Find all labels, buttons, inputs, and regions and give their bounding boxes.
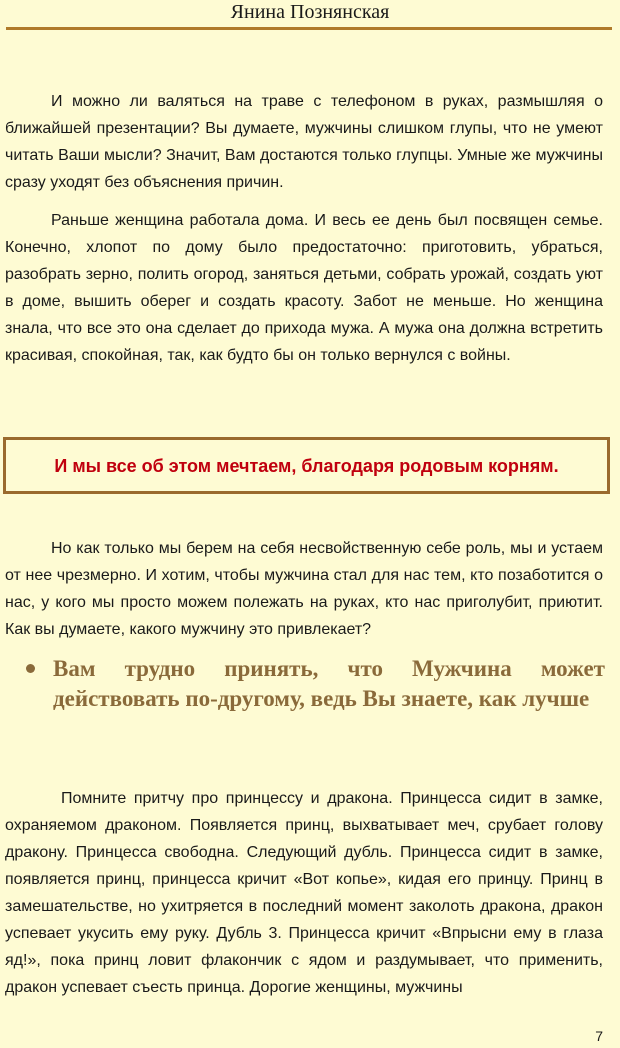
- header-divider: [6, 27, 612, 30]
- highlight-callout-box: [3, 437, 610, 494]
- bullet-heading-text: Вам трудно принять, что Мужчина может действовать по-другому, ведь Вы знаете, как лучше: [53, 656, 605, 711]
- paragraph-4: Помните притчу про принцессу и дракона. Принцесса сидит в замке, охраняемом драконом. Появляется принц, выхватывает меч, срубает голову дракону. Принцесса свободна. Следующий дубль. Принцесса сидит в замке, появляется принц, принцесса кричит «Вот копье», кидая его принцу. Принц в замешательстве, но ухитряется в последний момент заколоть дракона, дракон успевает укусить ему руку. Дубль 3. Принцесса кричит «Впрысни ему в глаза яд!», пока принц ловит флакончик с ядом и раздумывает, что применить, дракон успевает съесть принца. Дорогие женщины, мужчины: [5, 790, 603, 996]
- paragraph-2: Раньше женщина работала дома. И весь ее день был посвящен семье. Конечно, хлопот по дому было предостаточно: приготовить, убраться, разобрать зерно, полить огород, заняться детьми, собрать урожай, создать уют в доме, вышить оберег и создать красоту. Забот не меньше. Но женщина знала, что все это она сделает до прихода мужа. А мужа она должна встретить красивая, спокойная, так, как будто бы он только вернулся с войны.: [5, 212, 603, 364]
- bullet-icon: [26, 664, 35, 673]
- page-header: [0, 0, 620, 30]
- callout-text: И мы все об этом мечтаем, благодаря родовым корням.: [54, 456, 559, 476]
- page-number: 7: [595, 1028, 603, 1044]
- header-title: Янина Познянская: [230, 1, 390, 23]
- paragraph-1: И можно ли валяться на траве с телефоном в руках, размышляя о ближайшей презентации? Вы думаете, мужчины слишком глупы, что не умеют читать Ваши мысли? Значит, Вам достаются только глупцы. Умные же мужчины сразу уходят без объяснения причин.: [5, 93, 603, 191]
- paragraph-3: Но как только мы берем на себя несвойственную себе роль, мы и устаем от нее чрезмерно. И хотим, чтобы мужчина стал для нас тем, кто позаботится о нас, у кого мы просто можем полежать на руках, кто нас приголубит, приютит. Как вы думаете, какого мужчину это привлекает?: [5, 540, 603, 638]
